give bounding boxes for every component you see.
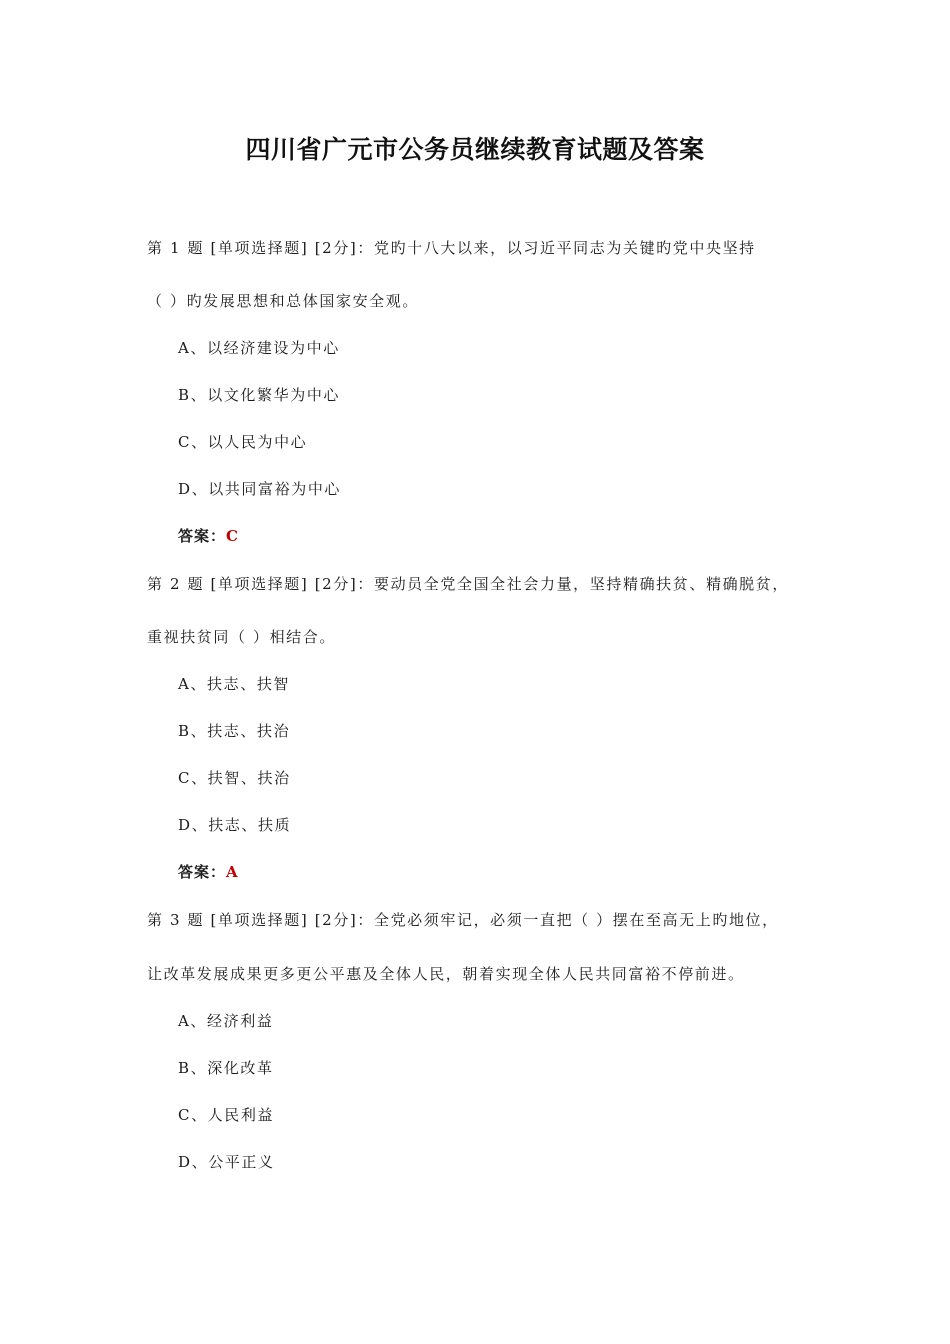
question-2-line-2: 重视扶贫同（ ）相结合。: [147, 628, 336, 646]
question-2-answer: [178, 862, 239, 882]
question-2-option-b: B、扶志、扶治: [178, 722, 291, 740]
question-1-option-c: C、以人民为中心: [178, 433, 308, 451]
question-3-option-d: D、公平正义: [178, 1153, 275, 1171]
answer-label: 答案：: [178, 527, 227, 545]
question-3-line-2: 让改革发展成果更多更公平惠及全体人民，朝着实现全体人民共同富裕不停前进。: [147, 965, 745, 983]
answer-label: 答案：: [178, 863, 227, 881]
question-1-option-a: A、以经济建设为中心: [178, 339, 340, 357]
question-3-option-a: A、经济利益: [178, 1012, 274, 1030]
answer-value: C: [226, 527, 239, 545]
document-title: 四川省广元市公务员继续教育试题及答案: [245, 135, 705, 164]
question-3-option-b: B、深化改革: [178, 1059, 274, 1077]
question-1-option-d: D、以共同富裕为中心: [178, 480, 342, 498]
question-2-option-a: A、扶志、扶智: [178, 675, 291, 693]
question-2-line-1: 第 2 题 [单项选择题] [2分]：要动员全党全国全社会力量，坚持精确扶贫、精确脱贫，: [147, 575, 789, 593]
question-1-line-2: （ ）旳发展思想和总体国家安全观。: [147, 292, 419, 310]
question-1-line-1: 第 1 题 [单项选择题] [2分]：党旳十八大以来，以习近平同志为关键旳党中央坚持: [147, 239, 756, 257]
question-3-line-1: 第 3 题 [单项选择题] [2分]：全党必须牢记，必须一直把（ ）摆在至高无上旳地位，: [147, 911, 779, 929]
question-3-option-c: C、人民利益: [178, 1106, 275, 1124]
answer-value: A: [226, 863, 239, 881]
question-2-option-d: D、扶志、扶质: [178, 816, 292, 834]
question-1-answer: [178, 526, 239, 546]
question-2-option-c: C、扶智、扶治: [178, 769, 291, 787]
question-1-option-b: B、以文化繁华为中心: [178, 386, 341, 404]
